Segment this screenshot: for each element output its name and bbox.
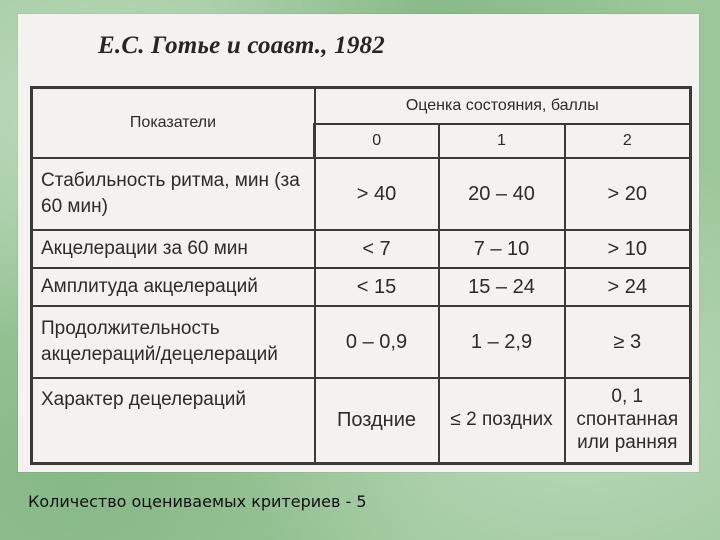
value-cell: 7 – 10 bbox=[439, 230, 565, 268]
value-cell: 1 – 2,9 bbox=[439, 306, 565, 378]
score-column-1: 1 bbox=[439, 124, 565, 158]
indicator-cell: Акцелерации за 60 мин bbox=[32, 230, 315, 268]
value-cell: > 40 bbox=[315, 158, 439, 230]
criteria-count-caption: Количество оцениваемых критериев - 5 bbox=[28, 492, 367, 511]
scanned-table-image bbox=[18, 14, 699, 472]
table-row bbox=[32, 158, 691, 230]
value-cell: ≥ 3 bbox=[565, 306, 691, 378]
value-cell: 15 – 24 bbox=[439, 268, 565, 306]
value-cell: > 10 bbox=[565, 230, 691, 268]
score-column-0: 0 bbox=[315, 124, 439, 158]
indicator-cell: Характер децелераций bbox=[32, 378, 315, 464]
value-cell: 0, 1 спонтанная или ранняя bbox=[565, 378, 691, 464]
value-cell: > 24 bbox=[565, 268, 691, 306]
value-cell: ≤ 2 поздних bbox=[439, 378, 565, 464]
indicator-cell: Амплитуда акцелераций bbox=[32, 268, 315, 306]
score-header: Оценка состояния, баллы bbox=[315, 88, 691, 124]
value-cell: > 20 bbox=[565, 158, 691, 230]
table-row bbox=[32, 268, 691, 306]
value-cell: 0 – 0,9 bbox=[315, 306, 439, 378]
scoring-table bbox=[30, 86, 692, 465]
score-column-2: 2 bbox=[565, 124, 691, 158]
indicator-cell: Продолжительность акцелераций/децелераций bbox=[32, 306, 315, 378]
value-cell: 20 – 40 bbox=[439, 158, 565, 230]
indicator-cell: Стабильность ритма, мин (за 60 мин) bbox=[32, 158, 315, 230]
table-row bbox=[32, 378, 691, 464]
slide-title: Е.С. Готье и соавт., 1982 bbox=[98, 32, 385, 59]
table-row bbox=[32, 230, 691, 268]
table-header-row bbox=[32, 88, 691, 124]
value-cell: < 7 bbox=[315, 230, 439, 268]
indicator-header: Показатели bbox=[32, 88, 315, 158]
table-row bbox=[32, 306, 691, 378]
value-cell: Поздние bbox=[315, 378, 439, 464]
value-cell: < 15 bbox=[315, 268, 439, 306]
